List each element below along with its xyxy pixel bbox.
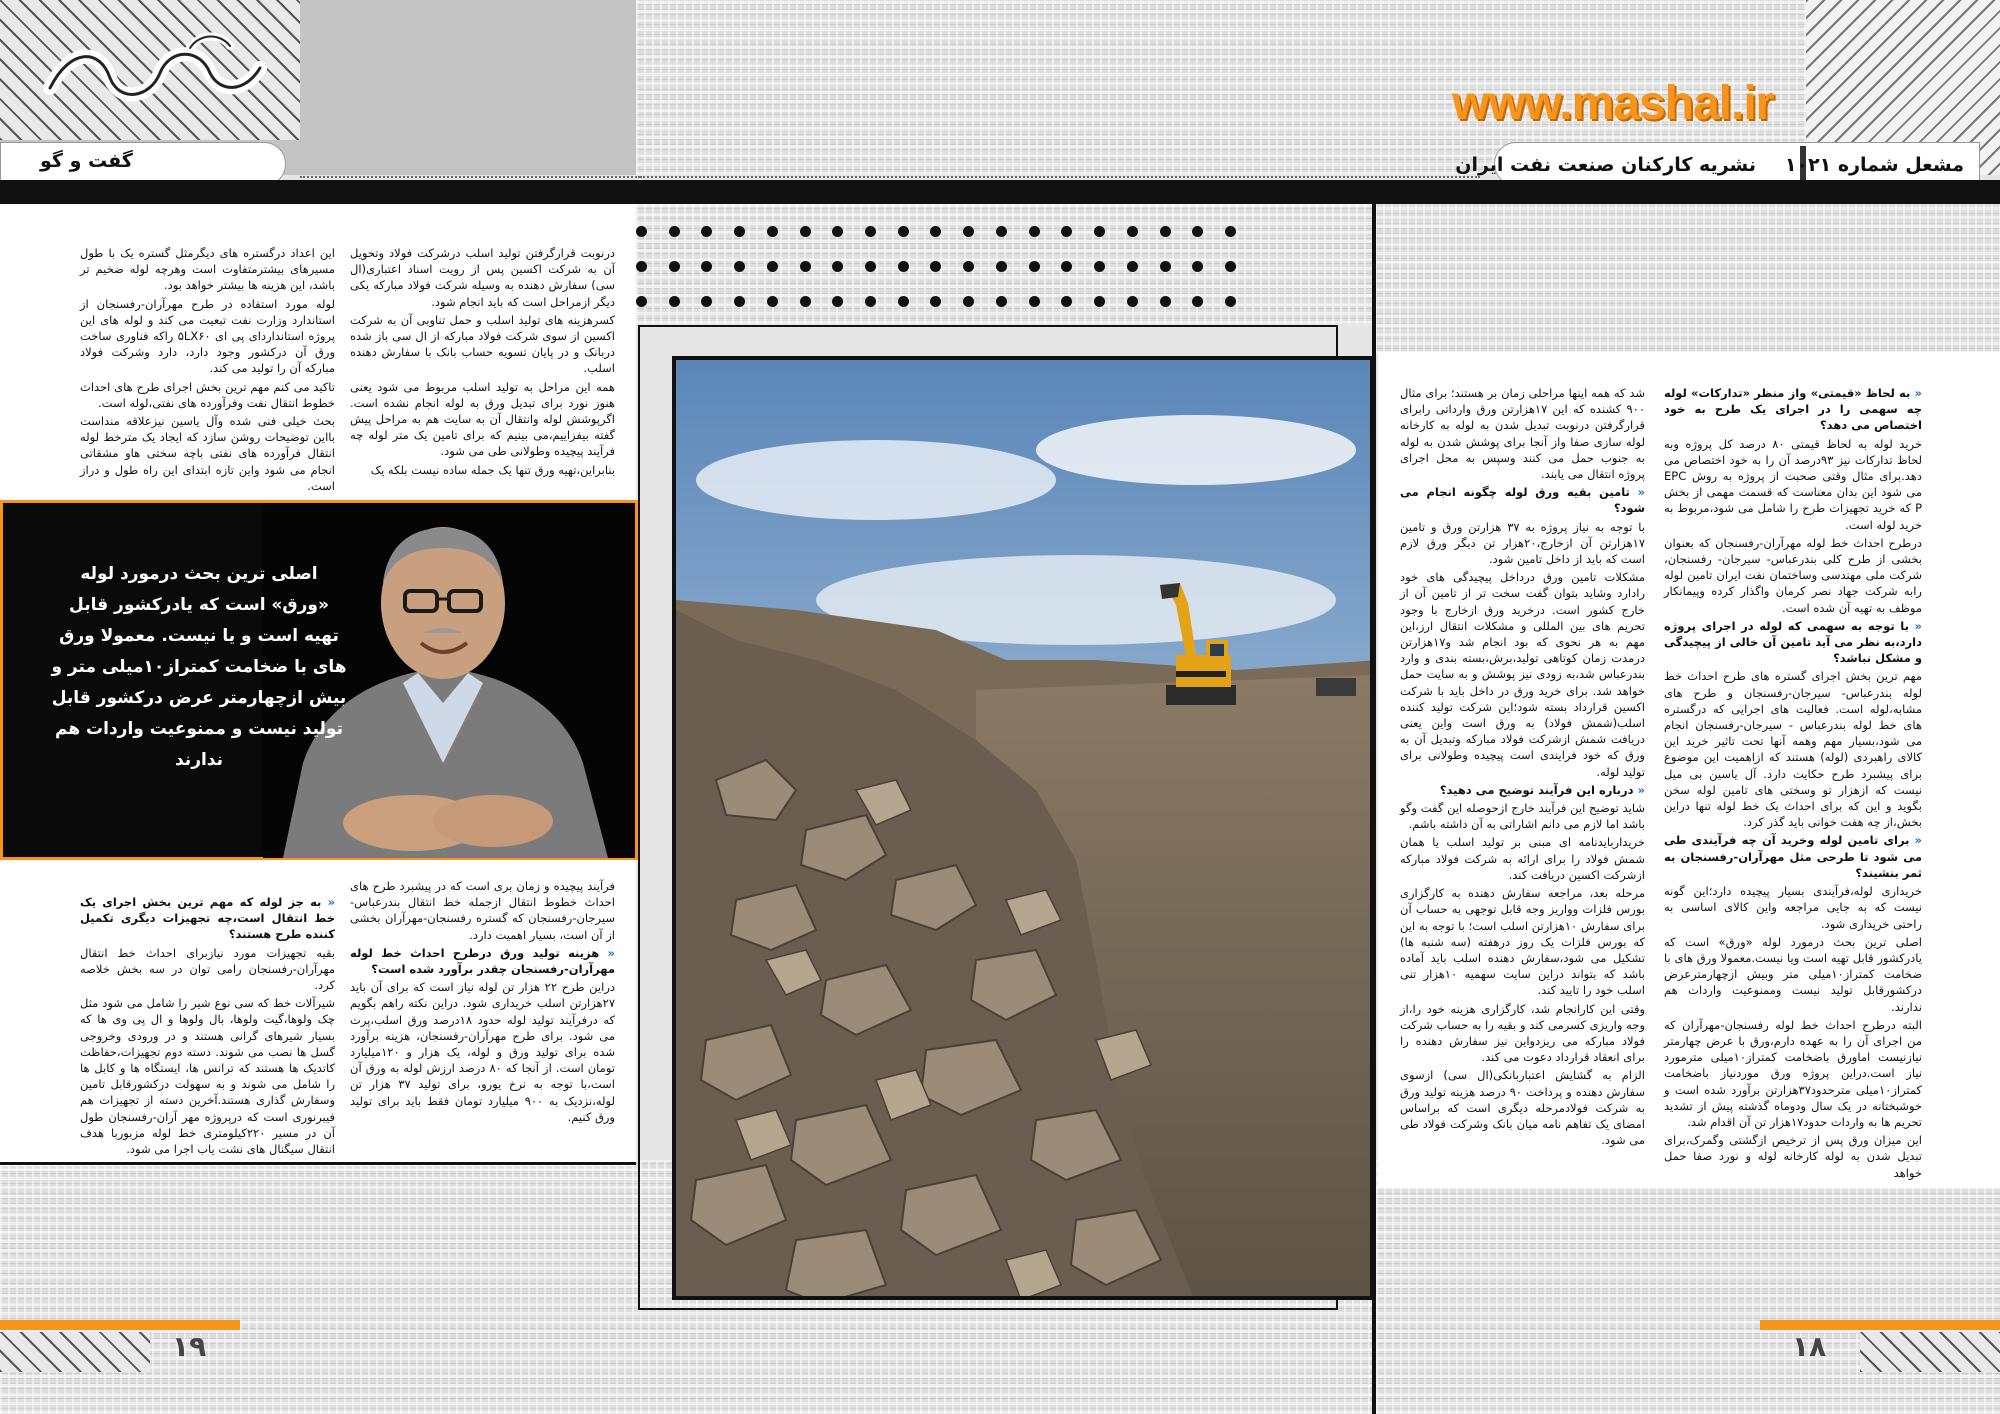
interview-question: « برای تامین لوله وخرید آن چه فرآیندی طی می شود تا طرحی مثل مهرآران-رفسنجان به ثمر بنشیند؟ (1664, 833, 1922, 880)
mashal-logo (40, 28, 270, 118)
right-page-column-2 (1400, 385, 1645, 1150)
article-paragraph: کسرهزینه های تولید اسلب و حمل تناوبی آن به شرکت اکسین از سوی شرکت فولاد مبارکه از ال سی باز شده دربانک و در پایان تسویه حساب بانک با سفارش دهنده اسلب. (350, 312, 615, 376)
article-paragraph: لوله مورد استفاده در طرح مهرآران-رفسنجان از استاندارد وزارت نفت تبعیت می کند و لوله های این پروژه استانداردای پی ای ۵LX۶۰ راکه فناوری ساخت ورق آن درکشور وجود دارد، دارد وشرکت فولاد مبارکه آن را تولید می کند. (80, 296, 335, 376)
question-chevron-icon: « (1910, 386, 1922, 400)
left-page-column-left-bottom (80, 894, 335, 1159)
article-paragraph: این اعداد درگستره های دیگرمثل گستره یک با طول مسیرهای بیشترمتفاوت است وهرچه لوله ضخیم تر باشد، این هزینه ها بیشتر خواهد بود. (80, 246, 335, 293)
dot-pattern (636, 226, 1236, 316)
header-dotted-line-left (300, 176, 640, 178)
issue-number: مشعل شماره ۱۰۲۱ (1784, 154, 1964, 176)
article-paragraph: شد که همه اینها مراحلی زمان بر هستند؛ برای مثال ۹۰۰ کشنده که این ۱۷هزارتن ورق وارداتی رابرای قرارگرفتن درنوبت تبدیل شدن به لوله به کارخانه لوله سازی صفا واز آنجا برای پوشش شدن به لوله به جنوب حمل می کنند وسپس به محل اجرای پروژه انتقال می یابند. (1400, 386, 1645, 482)
interview-question: « هزینه تولید ورق درطرح احداث خط لوله مهرآران-رفسنجان چقدر برآورد شده است؟ (350, 945, 615, 977)
website-url[interactable]: www.mashal.ir (1452, 77, 1774, 130)
article-paragraph: مهم ترین بخش اجرای گستره های طرح احداث خط لوله بندرعباس- سیرجان-رفسنجان و طرح های مشابه،لوله است. فعالیت های اجرایی که درگستره های خط لوله بندرعباس - سیرجان-رفسنجان انجام می شود،بسیار مهم وهمه آنها تحت تاثیر خرید این کالای راهبردی (لوله) هستند که ازاهمیت این موضوع برای پیشبرد طرح حکایت دارد. آل یاسین بی میل نیست که ازهزار تو وسختی های تامین لوله سخن بگوید و این که برای احداث یک خط لوله تنها دراین بخش،از چه هفت خوانی باید گذر کرد. (1664, 669, 1922, 830)
article-paragraph: شاید توضیح این فرآیند خارج ازحوصله این گفت وگو باشد اما لازم می دانم اشاراتی به آن داشته باشم. (1400, 801, 1645, 832)
article-paragraph: همه این مراحل به تولید اسلب مربوط می شود یعنی هنوز نورد برای تبدیل ورق به لوله انجام نشده است. اگرپوشش لوله وانتقال آن به سایت هم به مراحل پیش گفته بیفزاییم،می بینیم که برای تامین یک متر لوله چه فرآیند پیچیده وطولانی طی می شود. (350, 379, 615, 459)
header-black-bar (0, 180, 2000, 204)
article-paragraph: فرآیند پیچیده و زمان بری است که در پیشبرد طرح های احداث خطوط انتقال ازجمله خط انتقال بندرعباس- سیرجان-رفسنجان که گستره رفسنجان-مهرآران بخشی از آن است، بسیار اهمیت دارد. (350, 879, 615, 942)
article-paragraph: با توجه به نیاز پروژه به ۳۷ هزارتن ورق و تامین ۱۷هزارتن آن ازخارج،۲۰هزار تن دیگر ورق لازم است که باید از داخل تامین شود. (1400, 519, 1645, 567)
article-paragraph: البته درطرح احداث خط لوله رفسنجان-مهرآران که من اجرای آن را به عهده دارم،ورق با عرض چهارمتر نیازنیست اماورق باضخامت کمتراز۱۰میلی مترمورد نیاز است.دراین پروژه ورق موردنیاز باضخامت کمتراز۱۰میلی مترحدود۳۷هزارتن برآورد شده است و خوشبختانه در یک سال ودوماه گذشته پیش از تشدید تحریم ها به واردات حدود۱۷هزار تن آن اقدام شد. (1664, 1017, 1923, 1129)
article-paragraph: شیرآلات خط که سی نوع شیر را شامل می شود مثل چک ولوها،گیت ولوها، بال ولوها و ال پی وی ها که بسیار شیرهای گرانی هستند و در ورودی وخروجی گسل ها نصب می شوند. دسته دوم تجهیزات،حفاظت کاتدیک ها هستند که ترانس ها، ایستگاه ها و کابل ها را شامل می شوند و به سهولت درکشورقابل تامین وسفارش گذاری هستند.آخرین دسته از تجهیزات هم فیبرنوری است که درپروژه مهر آران-رفسنجان طول آن در مسیر ۲۲۰کیلومتری خط لوله مزبوربا هدف انتقال سیگنال های نشت یاب اجرا می شود. (80, 996, 335, 1157)
article-paragraph: وقتی این کارانجام شد، کارگزاری هزینه خود را،از وجه واریزی کسرمی کند و بقیه را به حساب شرکت فولاد مبارکه می ریزدواین نیز سفارش دهنده را برای انعقاد قرارداد دعوت می کند. (1400, 1001, 1645, 1065)
question-chevron-icon: « (1633, 782, 1645, 797)
quarry-photo (672, 356, 1374, 1300)
article-paragraph: تاکید می کنم مهم ترین بخش اجرای طرح های احداث خطوط انتقال نفت وفرآورده های نفتی،لوله است. (80, 379, 335, 410)
article-paragraph: بحث خیلی فنی شده وآل یاسین نیزعلاقه منداست بااین توضیحات روشن سازد که ایجاد یک مترخط لوله انتقال فرآورده های نفتی باچه سختی هاو مشقاتی انجام می شود واین تازه ابتدای این راه طول و دراز است. (80, 414, 335, 493)
article-paragraph: خریداربایدنامه ای مبنی بر تولید اسلب یا همان شمش فولاد را برای ارائه به شرکت فولاد مبارکه ازشرکت اکسین دریافت کند. (1400, 835, 1645, 882)
interview-portrait-box (0, 500, 638, 860)
left-page-column-mid-bottom (350, 878, 615, 1127)
article-paragraph: درنوبت قرارگرفتن تولید اسلب درشرکت فولاد وتحویل آن به شرکت اکسین پس از رویت اسناد اعتباری(ال سی) سفارش دهنده به وسیله شرکت فولاد مبارکه یکی دیگر ازمراحل است که باید انجام شود. (350, 246, 615, 309)
footer-orange-bar-left (0, 1320, 240, 1330)
article-paragraph: خریداری لوله،فرآیندی بسیار پیچیده دارد؛این گونه نیست که به جایی مراجعه واین کالای اساسی به راحتی خریداری شود. (1664, 884, 1922, 931)
article-paragraph: مشکلات تامین ورق درداخل پیچیدگی های خود رادارد وشاید بتوان گفت سخت تر از تامین آن از خارج کشور است. درخرید ورق ازخارج با وجود تحریم های بین المللی و مشکلات انتقال ارز،این مهم به هر نحوی که بود انجام شد و۱۷هزارتن درمدت زمان کوتاهی تولید،برش،بسته بندی و وارد بندرعباس شد،به زودی نیز پوشش و به سایت حمل خواهد شد. برای خرید ورق در داخل باید با شرکت اکسین قرارداد بسته شود؛این شرکت تولید کننده اسلب(شمش فولاد) به ورق است واین یعنی دریافت شمش ازشرکت فولاد مبارکه وتبدیل آن به ورق که خود فرایندی است پیچیده وطولانی برای تولید لوله. (1400, 570, 1645, 779)
quarry-photo-illustration (676, 360, 1374, 1300)
interview-question: « درباره این فرآیند توضیح می دهید؟ (1439, 782, 1645, 797)
left-page-column-left-top (80, 245, 335, 496)
right-top-texture (1375, 204, 2000, 354)
question-chevron-icon: « (1908, 618, 1922, 633)
question-chevron-icon: « (1629, 485, 1646, 500)
interview-question: « به لحاظ «قیمتی» واز منظر «تدارکات» لوله چه سهمی را در اجرای یک طرح به خود اختصاص می دهد؟ (1664, 386, 1922, 433)
footer-stripes-left (0, 1332, 150, 1372)
mashal-logo-graphic (40, 28, 270, 118)
question-chevron-icon: « (1909, 833, 1922, 848)
left-page-column-mid-top (350, 245, 615, 480)
left-bottom-rule (0, 1162, 636, 1165)
question-chevron-icon: « (321, 895, 336, 909)
article-paragraph: دراین طرح ۲۲ هزار تن لوله نیاز است که برای آن باید ۲۷هزارتن اسلب خریداری شود. دراین نکته راهم بگویم که درفرآیند تولید لوله حدود ۱۸درصد ورق اسلب،پرت می شود. برای طرح مهرآران-رفسنجان، هزینه برآورد شده برای تولید ورق و لوله، یک هزار و ۱۲۰میلیارد تومان است. از آنجا که ۸۰ درصد ارزش لوله به ورق آن است،با توجه به نرخ یورو، برای تولید ۳۷ هزار تن لوله،نزدیک به ۹۰۰ میلیارد تومان فقط باید برای تولید ورق کنیم. (350, 980, 615, 1124)
article-paragraph: خرید لوله به لحاظ قیمتی ۸۰ درصد کل پروژه وبه لحاظ تدارکات نیز ۹۳درصد آن را به خود اختصاص می دهد.برای مثال وقتی صحبت از پروژه به روش EPC می شود این بدان معناست که قسمت مهمی از بخش P که خرید تجهیزات طرح را شامل می شود،مربوط به خرید لوله است. (1664, 436, 1923, 532)
question-chevron-icon: « (599, 945, 615, 960)
article-paragraph: بقیه تجهیزات مورد نیازبرای احداث خط انتقال مهرآران-رفسنجان رامی توان در سه بخش خلاصه کرد. (80, 945, 335, 993)
pull-quote: اصلی ترین بحث درمورد لوله «ورق» است که یادرکشور قابل تهیه است و یا نیست. معمولا ورق های با ضخامت کمتراز۱۰میلی متر و بیش ازچهارمتر عرض درکشور قابل تولید نیست و ممنوعیت واردات هم ندارند (51, 564, 347, 770)
footer-stripes-right (1860, 1332, 2000, 1372)
header-dotted-line-mid (640, 176, 1480, 178)
article-paragraph: الزام به گشایش اعتباربانکی(ال سی) ازسوی سفارش دهنده و پرداخت ۹۰ درصد هزینه تولید ورق به شرکت فولادمرحله دیگری است که براساس امضای یک تفاهم نامه میان بانک وشرکت فولاد طی می شود. (1400, 1068, 1645, 1148)
footer-orange-bar-right (1760, 1320, 2000, 1330)
interview-question: « تامین بقیه ورق لوله چگونه انجام می شود؟ (1400, 485, 1646, 516)
article-paragraph: مرحله بعد، مراجعه سفارش دهنده به کارگزاری بورس فلزات وواریز وجه قابل توجهی به حساب آن برای سفارش ۱۰هزارتن اسلب است؛ با توجه به این که بورس فلزات یک روز درهفته (سه شنبه ها) تشکیل می شود،سفارش دهنده اسلب باید آماده باشد که بتواند دراین سایت سهمیه ۱۰هزار تنی اسلب خود را تایید کند. (1400, 886, 1646, 998)
article-paragraph: این میزان ورق پس از ترخیص ازگشتی وگمرک،برای تبدیل شدن به لوله کارخانه لوله و نورد صفا حمل خواهد (1664, 1133, 1922, 1180)
interview-question: « با توجه به سهمی که لوله در اجرای پروژه دارد،به نظر می آید تامین آن خالی از پیچیدگی و مشکل نباشد؟ (1664, 618, 1922, 666)
interview-question: « به جز لوله که مهم ترین بخش اجرای یک خط انتقال است،چه تجهیزات دیگری تکمیل کننده طرح هستند؟ (80, 895, 336, 942)
article-paragraph: درطرح احداث خط لوله مهرآران-رفسنجان که بعنوان بخشی از طرح کلی بندرعباس- سیرجان- رفسنجان، شرکت ملی مهندسی وساختمان نفت ایران تامین لوله رابه شرکت جهاد نصر کرمان واگذار کرده وپیمانکار موظف به تهیه آن شده است. (1664, 535, 1922, 615)
publication-name: نشریه کارکنان صنعت نفت ایران (1455, 154, 1756, 176)
page-number-left: ۱۹ (172, 1330, 207, 1363)
article-paragraph: اصلی ترین بحث درمورد لوله «ورق» است که یادرکشور قابل تهیه است ویا نیست.معمولا ورق های با ضخامت کمتراز۱۰میلی متر وبیش ازچهارمترعرض درکشورقابل تولید نیست وممنوعیت واردات هم ندارند. (1664, 934, 1922, 1014)
article-paragraph: بنابراین،تهیه ورق تنها یک جمله ساده نیست بلکه یک (370, 462, 615, 477)
right-page-column-1 (1664, 385, 1922, 1183)
section-title: گفت و گو (40, 150, 133, 172)
page-number-right: ۱۸ (1792, 1330, 1827, 1363)
